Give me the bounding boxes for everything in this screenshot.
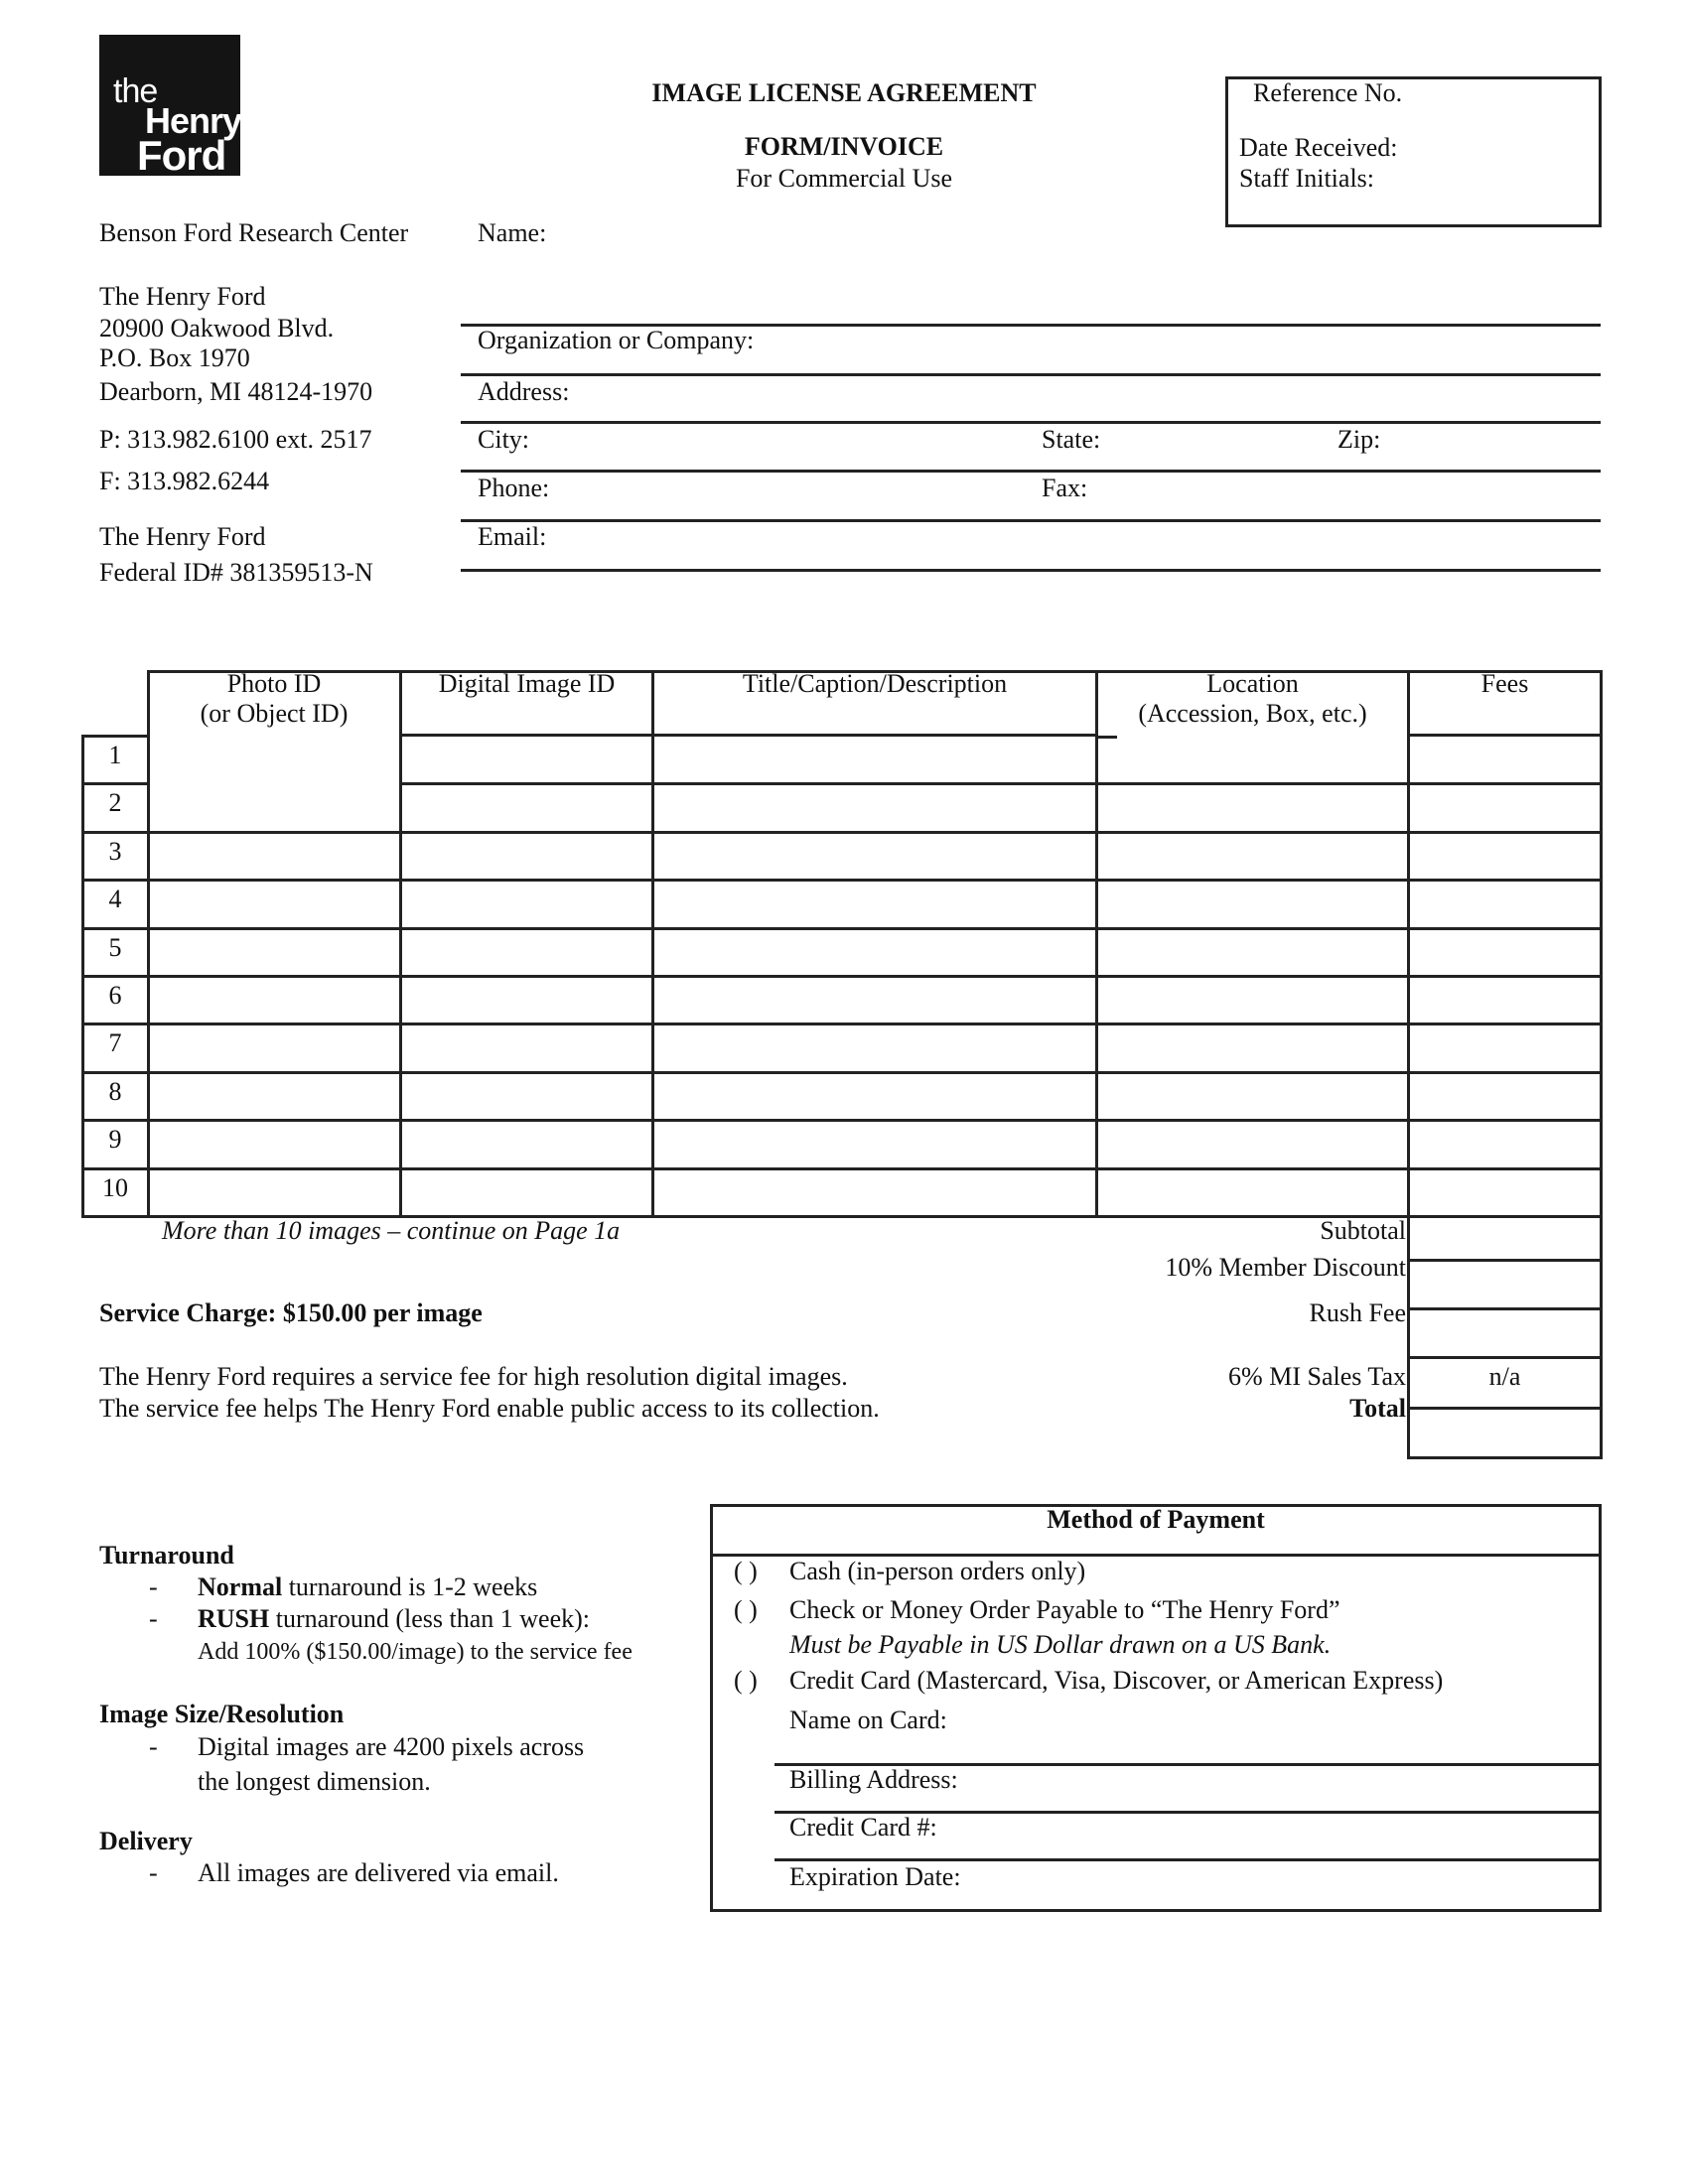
city-label: City: xyxy=(478,425,530,454)
row-number: 3 xyxy=(108,837,122,866)
row-number: 2 xyxy=(108,788,122,817)
cash-radio[interactable]: ( ) xyxy=(734,1557,758,1585)
rush-bold: RUSH xyxy=(198,1604,270,1633)
sales-tax-value: n/a xyxy=(1488,1362,1521,1391)
discount-line xyxy=(1407,1307,1602,1310)
col-divider-3 xyxy=(1095,670,1098,1216)
row-line xyxy=(1095,831,1408,834)
row-number: 8 xyxy=(108,1077,122,1106)
check-label: Check or Money Order Payable to “The Henry Ford” xyxy=(789,1595,1340,1624)
row-line xyxy=(399,1119,652,1122)
row-line xyxy=(651,879,1096,882)
col-divider-4 xyxy=(1407,670,1410,1459)
row-line xyxy=(399,927,652,930)
dash-1: - xyxy=(149,1572,158,1601)
row-line xyxy=(147,1119,400,1122)
phone-label: Phone: xyxy=(478,474,550,502)
row-line xyxy=(81,975,148,978)
row-number: 5 xyxy=(108,933,122,962)
logo-the: the xyxy=(113,72,158,110)
form-subtitle: FORM/INVOICE xyxy=(744,132,944,161)
row-line xyxy=(399,879,652,882)
card-number-label: Credit Card #: xyxy=(789,1813,937,1842)
size-heading: Image Size/Resolution xyxy=(99,1700,345,1728)
row-line xyxy=(651,927,1096,930)
row-line xyxy=(651,1119,1096,1122)
fax-label: Fax: xyxy=(1042,474,1088,502)
cash-label: Cash (in-person orders only) xyxy=(789,1557,1086,1585)
row-line xyxy=(81,879,148,882)
delivery-line-1: All images are delivered via email. xyxy=(198,1858,559,1887)
header-object-id: (or Object ID) xyxy=(200,699,349,728)
address-org2: The Henry Ford xyxy=(99,522,266,551)
dash-2: - xyxy=(149,1604,158,1633)
row-line xyxy=(1095,927,1408,930)
row-line xyxy=(81,1023,148,1025)
service-line-2: The service fee helps The Henry Ford enable public access to its collection. xyxy=(99,1394,880,1423)
row-line xyxy=(1407,975,1602,978)
row-line xyxy=(399,1167,652,1170)
row-line xyxy=(651,782,1096,785)
normal-bold: Normal xyxy=(198,1572,283,1601)
email-line xyxy=(461,569,1601,572)
expiration-label: Expiration Date: xyxy=(789,1862,961,1891)
address-phone: P: 313.982.6100 ext. 2517 xyxy=(99,425,372,454)
row-line xyxy=(81,831,148,834)
row-line xyxy=(1407,1167,1602,1170)
federal-id: Federal ID# 381359513-N xyxy=(99,558,373,587)
header-photo-id: Photo ID xyxy=(226,669,322,698)
name-field[interactable] xyxy=(478,248,1600,323)
row-line xyxy=(147,1023,400,1025)
total-line xyxy=(1407,1456,1602,1459)
row-line xyxy=(147,879,400,882)
rush-text: turnaround (less than 1 week): xyxy=(269,1604,590,1633)
row-line xyxy=(1095,782,1408,785)
header-bottom-digital xyxy=(399,734,652,737)
row-line xyxy=(147,831,400,834)
row-number: 10 xyxy=(102,1173,128,1202)
dash-4: - xyxy=(149,1858,158,1887)
row-line xyxy=(81,927,148,930)
row-line xyxy=(81,1119,148,1122)
row-line xyxy=(651,975,1096,978)
row-line xyxy=(1095,1023,1408,1025)
row-line xyxy=(147,975,400,978)
normal-text: turnaround is 1-2 weeks xyxy=(282,1572,538,1601)
header-digital-image-id: Digital Image ID xyxy=(438,669,616,698)
address-org: The Henry Ford xyxy=(99,282,266,311)
row-line xyxy=(651,1071,1096,1074)
billing-address-label: Billing Address: xyxy=(789,1765,958,1794)
row-line xyxy=(147,1167,400,1170)
row-number: 6 xyxy=(108,981,122,1010)
form-title: IMAGE LICENSE AGREEMENT xyxy=(651,78,1037,107)
turnaround-heading: Turnaround xyxy=(99,1541,234,1570)
row-line xyxy=(399,975,652,978)
name-on-card-label: Name on Card: xyxy=(789,1706,947,1734)
col-divider-1 xyxy=(399,670,402,1216)
research-center: Benson Ford Research Center xyxy=(99,218,409,247)
row-line xyxy=(1407,1119,1602,1122)
row-line xyxy=(1095,1071,1408,1074)
address-line xyxy=(461,421,1601,424)
row-line xyxy=(1407,831,1602,834)
address-city: Dearborn, MI 48124-1970 xyxy=(99,377,373,406)
check-note: Must be Payable in US Dollar drawn on a US Bank. xyxy=(789,1630,1332,1659)
row-line xyxy=(147,1071,400,1074)
row-line xyxy=(147,927,400,930)
size-line-2: the longest dimension. xyxy=(198,1767,431,1796)
row-line xyxy=(651,1023,1096,1025)
organization-line xyxy=(461,373,1601,376)
row-number: 1 xyxy=(108,741,122,769)
col-divider-2 xyxy=(651,670,654,1216)
row-line xyxy=(1407,782,1602,785)
row-line xyxy=(1095,1119,1408,1122)
reference-no-label: Reference No. xyxy=(1253,78,1403,107)
row-number-top-border xyxy=(81,735,148,738)
zip-label: Zip: xyxy=(1337,425,1381,454)
rush-add: Add 100% ($150.00/image) to the service fee xyxy=(198,1639,633,1665)
row-line xyxy=(1095,879,1408,882)
table-left-border xyxy=(147,670,150,1216)
rush-turnaround xyxy=(198,1604,590,1634)
row-number: 7 xyxy=(108,1028,122,1057)
total-label: Total xyxy=(1349,1394,1406,1423)
logo-henry: Henry xyxy=(145,100,242,141)
row-line xyxy=(651,1215,1096,1218)
row-line xyxy=(399,1071,652,1074)
row-line xyxy=(1095,975,1408,978)
row-line xyxy=(1407,927,1602,930)
dash-3: - xyxy=(149,1732,158,1761)
staff-initials-label: Staff Initials: xyxy=(1239,164,1375,193)
row-line xyxy=(81,1071,148,1074)
email-label: Email: xyxy=(478,522,547,551)
size-line-1: Digital images are 4200 pixels across xyxy=(198,1732,585,1761)
continue-note: More than 10 images – continue on Page 1a xyxy=(162,1216,621,1245)
row-line xyxy=(1407,1215,1602,1218)
row-line xyxy=(651,1167,1096,1170)
row-line xyxy=(1095,1167,1408,1170)
service-line-1: The Henry Ford requires a service fee for high resolution digital images. xyxy=(99,1362,848,1391)
date-received-label: Date Received: xyxy=(1239,133,1398,162)
subtotal-line xyxy=(1407,1259,1602,1262)
header-location: Location xyxy=(1206,669,1299,698)
subtotal-label: Subtotal xyxy=(1320,1216,1406,1245)
row-number: 4 xyxy=(108,885,122,913)
row-line xyxy=(399,1023,652,1025)
row-line xyxy=(81,782,148,785)
address-fax: F: 313.982.6244 xyxy=(99,467,270,495)
address-street: 20900 Oakwood Blvd. xyxy=(99,314,335,342)
header-title: Title/Caption/Description xyxy=(742,669,1008,698)
tax-line xyxy=(1407,1407,1602,1410)
form-subtitle-use: For Commercial Use xyxy=(735,164,953,193)
delivery-heading: Delivery xyxy=(99,1827,193,1855)
address-label: Address: xyxy=(478,377,570,406)
row-line xyxy=(399,782,652,785)
service-charge: Service Charge: $150.00 per image xyxy=(99,1298,483,1327)
row-line xyxy=(1407,879,1602,882)
row-line xyxy=(1407,1023,1602,1025)
header-bottom-location-stub xyxy=(1095,736,1117,739)
rush-fee-label: Rush Fee xyxy=(1309,1298,1406,1327)
sales-tax-label: 6% MI Sales Tax xyxy=(1228,1362,1406,1391)
row-number: 9 xyxy=(108,1125,122,1154)
credit-label: Credit Card (Mastercard, Visa, Discover, or American Express) xyxy=(789,1666,1444,1695)
logo-ford: Ford xyxy=(137,132,226,179)
header-bottom-fees xyxy=(1407,734,1602,737)
payment-heading: Method of Payment xyxy=(1047,1505,1265,1534)
header-fees: Fees xyxy=(1480,669,1529,698)
phone-line xyxy=(461,519,1601,522)
rush-line xyxy=(1407,1356,1602,1359)
table-right-border xyxy=(1600,670,1603,1459)
city-line xyxy=(461,470,1601,473)
row-line xyxy=(399,831,652,834)
card-number-line xyxy=(774,1858,1601,1861)
address-pobox: P.O. Box 1970 xyxy=(99,343,250,372)
header-bottom-title xyxy=(651,734,1096,737)
state-label: State: xyxy=(1042,425,1101,454)
row-line xyxy=(81,1167,148,1170)
row-line xyxy=(651,831,1096,834)
header-location-detail: (Accession, Box, etc.) xyxy=(1138,699,1367,728)
organization-label: Organization or Company: xyxy=(478,326,755,354)
credit-radio[interactable]: ( ) xyxy=(734,1666,758,1695)
normal-turnaround xyxy=(198,1572,537,1602)
row-line xyxy=(1407,1071,1602,1074)
member-discount-label: 10% Member Discount xyxy=(1165,1253,1406,1282)
name-label: Name: xyxy=(478,218,547,247)
henry-ford-logo xyxy=(99,35,242,179)
row-line xyxy=(81,1215,148,1218)
check-radio[interactable]: ( ) xyxy=(734,1595,758,1624)
